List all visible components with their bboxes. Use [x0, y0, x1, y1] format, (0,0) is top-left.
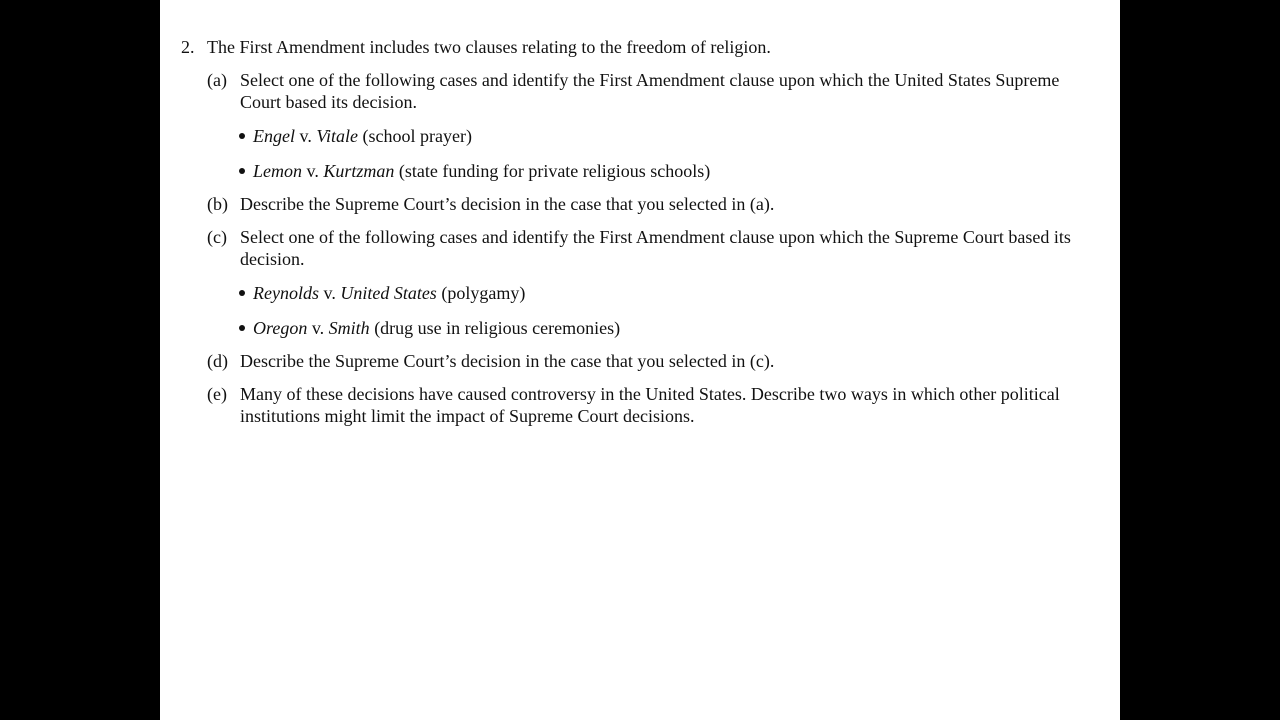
case-vs: v. — [302, 161, 324, 181]
part-d — [207, 350, 1087, 372]
document-page — [160, 0, 1120, 720]
case-note: (drug use in religious ceremonies) — [369, 318, 621, 338]
bullet-icon — [239, 290, 245, 296]
case-vs: v. — [307, 318, 329, 338]
case-party2: Vitale — [316, 126, 358, 146]
part-d-label: (d) — [207, 351, 228, 371]
case-note: (polygamy) — [436, 283, 526, 303]
bullet-icon — [239, 168, 245, 174]
part-c-label: (c) — [207, 227, 227, 247]
case-party1: Reynolds — [253, 283, 319, 303]
part-b-label: (b) — [207, 194, 228, 214]
part-a-label: (a) — [207, 70, 227, 90]
case-vs: v. — [318, 283, 341, 303]
case-party2: Kurtzman — [323, 161, 395, 181]
part-e-label: (e) — [207, 384, 227, 404]
part-a-text: Select one of the following cases and identify the First Amendment clause upon which the United States Supreme Court based its decision. — [240, 70, 1060, 112]
part-a — [207, 69, 1087, 113]
case-oregon — [239, 317, 620, 339]
part-e-text: Many of these decisions have caused controversy in the United States. Describe two ways in which other political institutions might limit the impact of Supreme Court decisions. — [240, 384, 1060, 426]
case-lemon — [239, 160, 710, 182]
question-text: The First Amendment includes two clauses relating to the freedom of religion. — [207, 37, 771, 57]
question-number: 2. — [181, 37, 195, 57]
case-engel — [239, 125, 472, 147]
case-party1: Lemon — [253, 161, 302, 181]
case-party2: United States — [340, 283, 437, 303]
case-party2: Smith — [328, 318, 370, 338]
bullet-icon — [239, 325, 245, 331]
part-c — [207, 226, 1087, 270]
case-note: (school prayer) — [358, 126, 472, 146]
part-b — [207, 193, 1087, 215]
case-party1: Oregon — [253, 318, 308, 338]
part-b-text: Describe the Supreme Court’s decision in the case that you selected in (a). — [240, 194, 775, 214]
part-d-text: Describe the Supreme Court’s decision in the case that you selected in (c). — [240, 351, 775, 371]
part-c-text: Select one of the following cases and identify the First Amendment clause upon which the Supreme Court based its decision. — [240, 227, 1071, 269]
bullet-icon — [239, 133, 245, 139]
part-e — [207, 383, 1087, 427]
case-vs: v. — [295, 126, 317, 146]
case-party1: Engel — [253, 126, 295, 146]
case-reynolds — [239, 282, 525, 304]
question-stem — [181, 36, 771, 58]
case-note: (state funding for private religious schools) — [394, 161, 711, 181]
